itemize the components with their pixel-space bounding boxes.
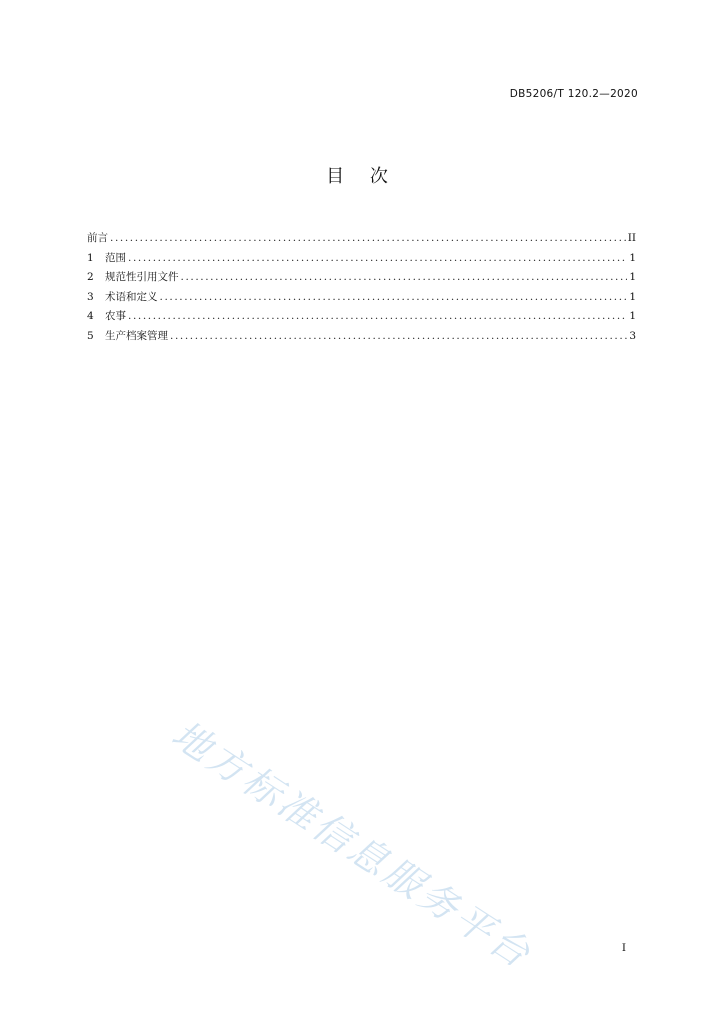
toc-entry-page: II	[627, 232, 636, 244]
toc-entry-label: 范围	[105, 251, 126, 264]
document-code: DB5206/T 120.2—2020	[509, 88, 638, 100]
toc-entry-number: 1	[87, 251, 94, 264]
toc-entry-number: 2	[87, 271, 94, 283]
toc-leader-dots	[110, 232, 626, 244]
toc-leader-dots	[128, 252, 627, 264]
watermark: 地方标准信息服务平台	[164, 711, 541, 978]
toc-entry-label: 规范性引用文件	[105, 271, 179, 283]
toc-leader-dots	[170, 330, 627, 342]
toc-entry-page: 1	[629, 310, 636, 322]
toc-leader-dots	[181, 271, 628, 283]
toc-entry-number: 3	[87, 290, 94, 303]
toc-entry-farming[interactable]	[87, 308, 636, 328]
toc-entry-page: 1	[629, 271, 636, 283]
toc-entry-production-records[interactable]	[87, 328, 636, 348]
toc-title: 目 次	[326, 166, 398, 187]
toc-entry-label: 前言	[87, 232, 108, 244]
toc-entry-terms-definitions[interactable]	[87, 289, 636, 309]
toc-entry-page: 1	[629, 251, 636, 264]
page-number: I	[621, 942, 626, 954]
toc-entry-label: 生产档案管理	[105, 329, 168, 342]
toc-leader-dots	[160, 291, 628, 303]
toc-entry-page: 3	[629, 329, 636, 342]
toc-entry-label: 术语和定义	[105, 290, 158, 303]
toc-entry-page: 1	[629, 290, 636, 303]
toc-entry-number: 5	[87, 329, 94, 342]
toc-entry-foreword[interactable]	[87, 230, 636, 250]
toc-entry-normative-references[interactable]	[87, 269, 636, 289]
toc-entry-scope[interactable]	[87, 250, 636, 270]
table-of-contents	[87, 230, 636, 347]
toc-entry-number: 4	[87, 310, 94, 322]
toc-entry-label: 农事	[105, 310, 126, 322]
toc-leader-dots	[128, 310, 627, 322]
